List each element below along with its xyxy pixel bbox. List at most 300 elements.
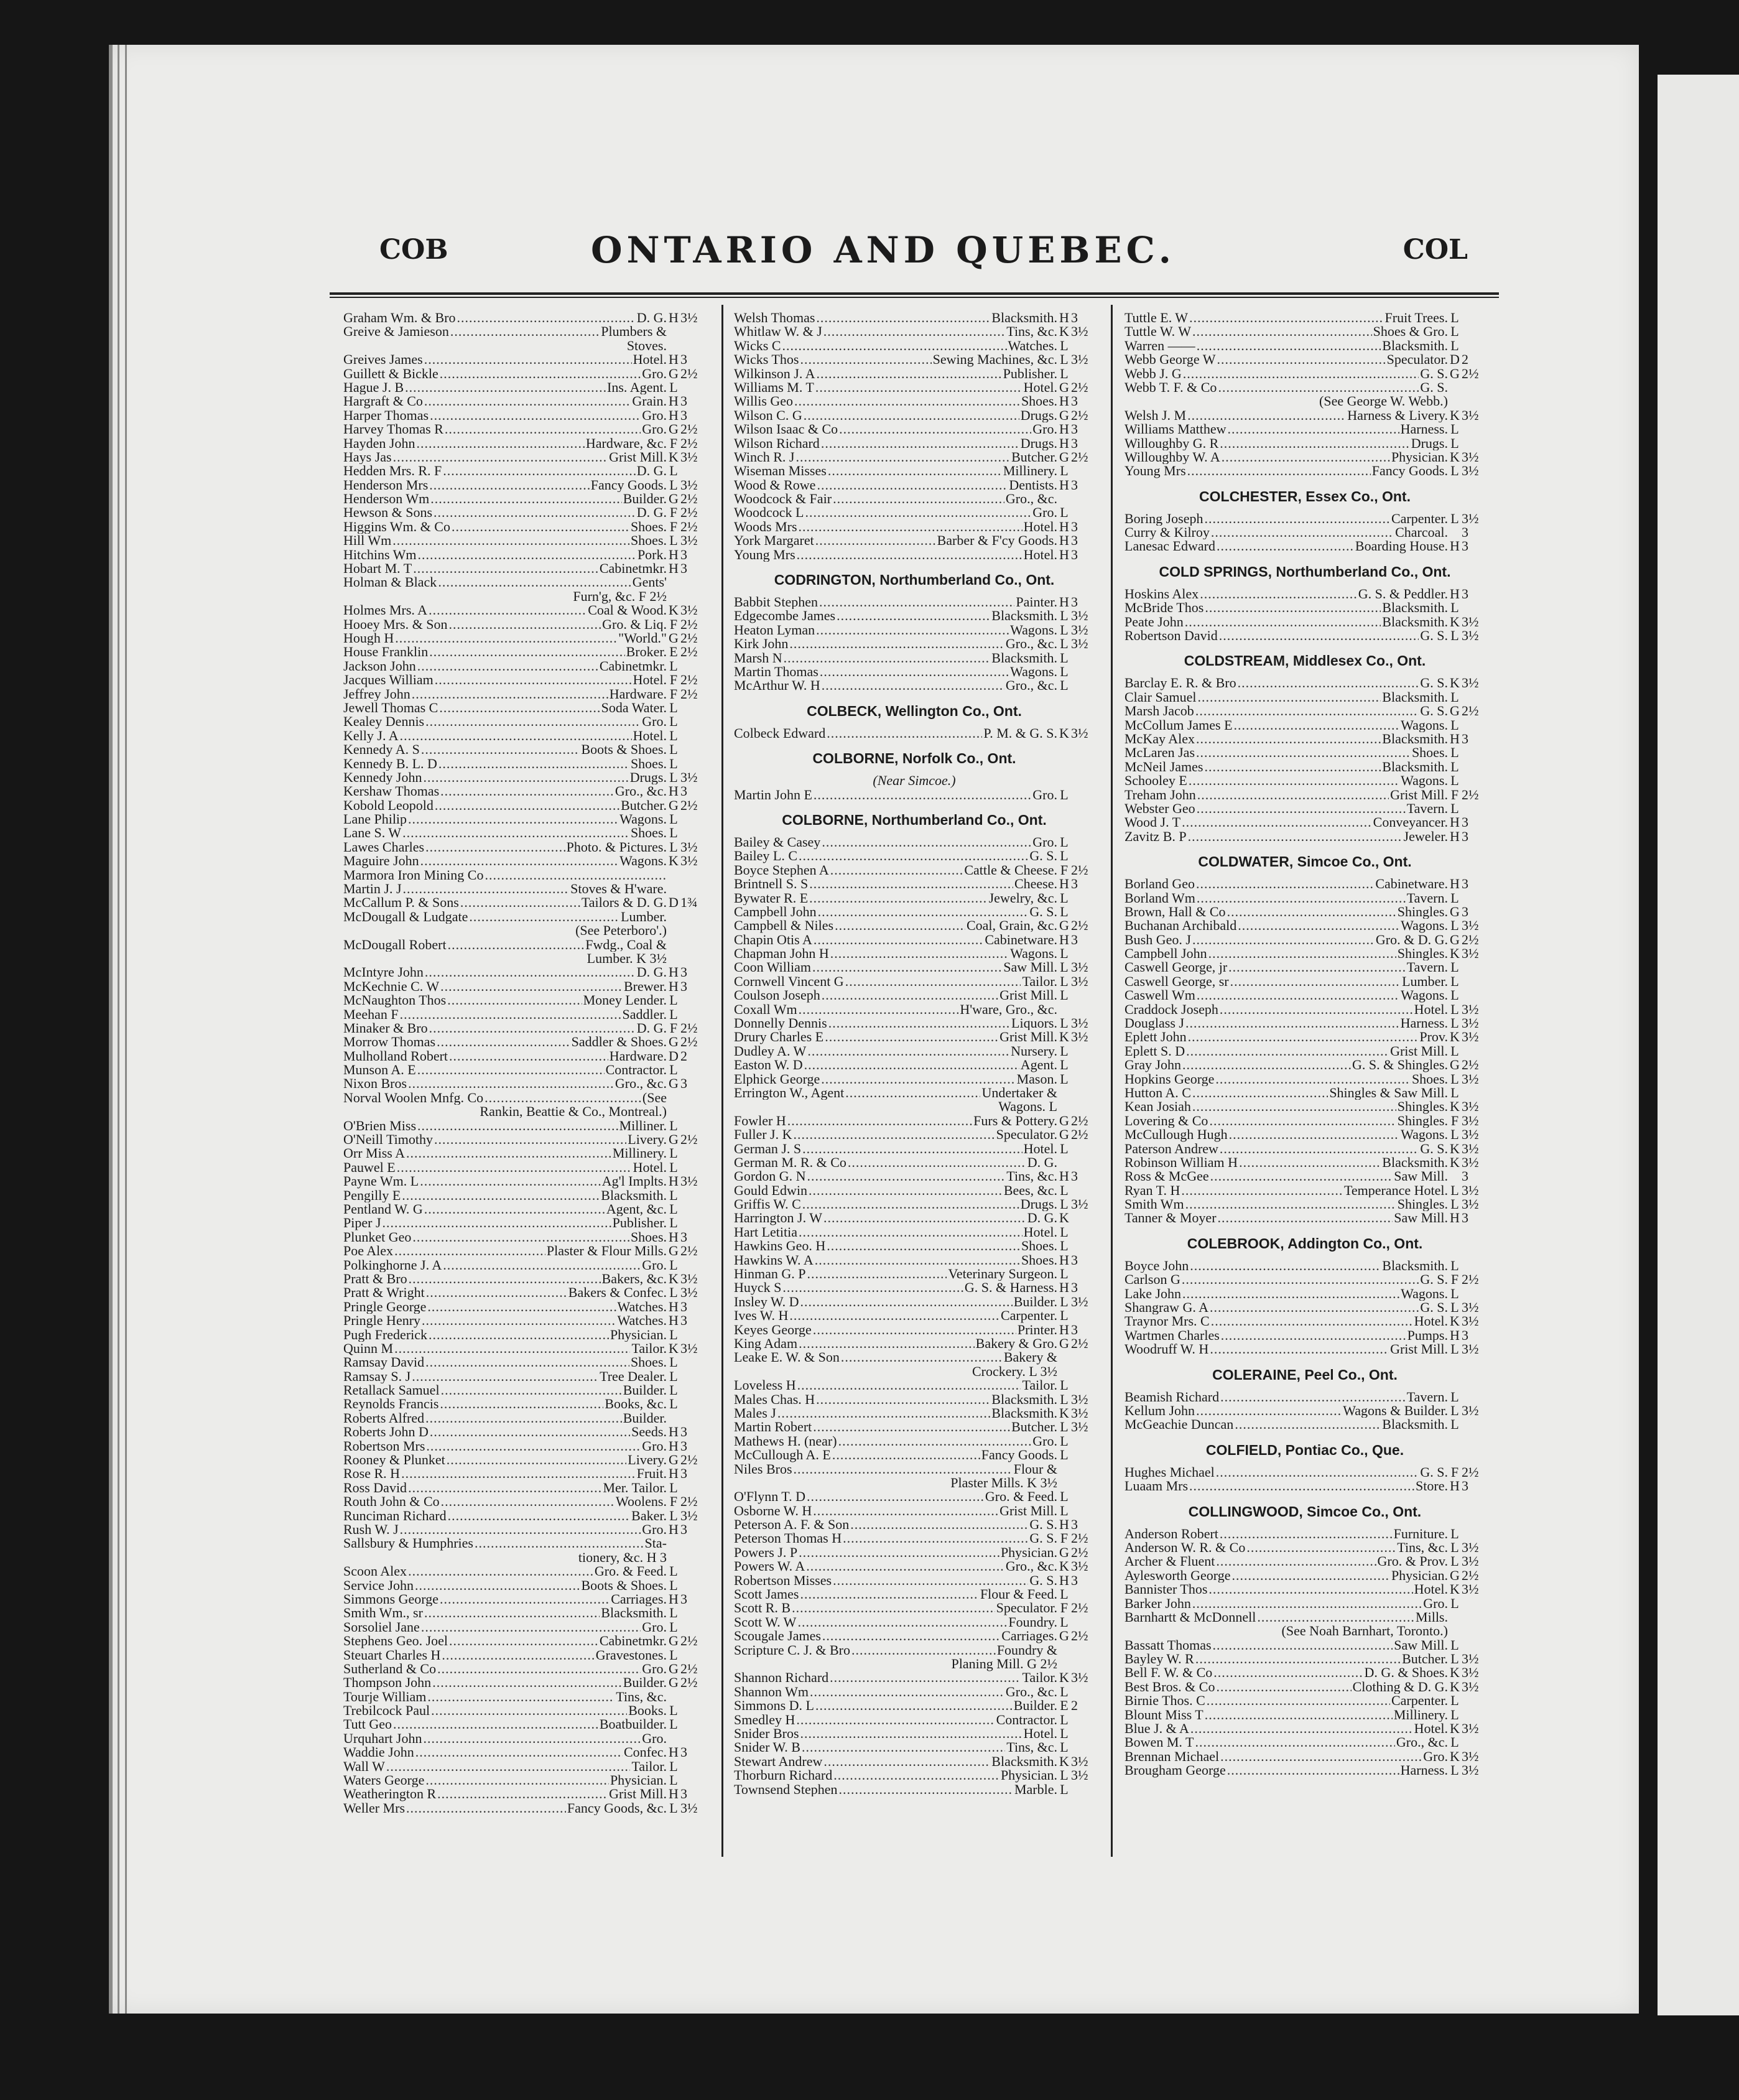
entry-continuation: Rankin, Beattie & Co., Montreal.) [480, 1103, 667, 1120]
entry-credit-rating: K [1450, 947, 1460, 961]
directory-entry [734, 1211, 1095, 1225]
entry-credit-rating: L [1450, 436, 1459, 450]
leader-dots [841, 1350, 1003, 1364]
entry-rating-number: 3 [1071, 877, 1078, 891]
directory-entry [1125, 1142, 1485, 1156]
entry-business: D. G. [636, 506, 667, 520]
leader-dots [830, 947, 1009, 960]
entry-business: Bakers, &c. [601, 1271, 667, 1286]
leader-dots [429, 603, 587, 617]
leader-dots [408, 1481, 601, 1495]
entry-rating-number [1462, 960, 1485, 974]
entry-business: Hotel. [1023, 547, 1057, 562]
entry-rating-number [680, 1063, 704, 1077]
entry-rating-number [1462, 1638, 1485, 1652]
entry-credit-rating [667, 910, 680, 924]
entry-business: Tree Dealer. [600, 1369, 667, 1384]
entry-name: Donnelly Dennis [734, 1016, 827, 1031]
entry-name: Weller Mrs [343, 1801, 406, 1816]
entry-credit-rating: L [1060, 1726, 1069, 1741]
directory-entry [1125, 1016, 1485, 1030]
entry-rating-number: 3½ [1071, 1671, 1088, 1685]
directory-entry [734, 947, 1095, 960]
entry-rating-number [680, 1606, 704, 1620]
leader-dots [1182, 1058, 1351, 1072]
directory-entry [734, 1448, 1095, 1462]
leader-dots [421, 1620, 641, 1634]
entry-business: Soda Water. [601, 700, 667, 715]
leader-dots [1186, 1044, 1389, 1058]
entry-name: Kean Josiah [1125, 1100, 1191, 1114]
entry-name: McCullough A. E [734, 1448, 831, 1462]
entry-business: Wagons. [619, 812, 667, 827]
leader-dots [437, 1035, 570, 1049]
entry-business: Blacksmith. [991, 651, 1057, 665]
entry-rating-number [1071, 367, 1095, 381]
entry-credit-rating: L [1450, 338, 1459, 353]
entry-rating-number: 3½ [680, 1286, 698, 1300]
entry-credit-rating: L [1060, 609, 1069, 623]
entry-rating-number: 2½ [1071, 450, 1088, 465]
entry-name: Runciman Richard [343, 1508, 447, 1523]
entry-name: Ross David [343, 1480, 407, 1495]
entry-business: Builder. [1013, 1294, 1057, 1309]
leader-dots [814, 933, 983, 947]
entry-rating-number: 3 [1071, 932, 1078, 947]
entry-rating-number: 3½ [1462, 464, 1479, 478]
entry-credit-rating: L [1060, 464, 1069, 478]
entry-credit-rating [1057, 1462, 1071, 1476]
directory-entry [734, 1128, 1095, 1141]
directory-entry [1125, 718, 1485, 732]
entry-credit-rating: K [1059, 1754, 1069, 1769]
leader-dots [401, 1467, 636, 1480]
entry-credit-rating: L [1450, 1694, 1459, 1708]
entry-name: Smedley H [734, 1712, 795, 1727]
entry-rating-number: 3½ [1071, 325, 1088, 339]
entry-name: Jewell Thomas C [343, 700, 438, 715]
entry-credit-rating: F [669, 436, 678, 450]
entry-rating-number: 3 [680, 784, 687, 799]
leader-dots [1219, 629, 1419, 643]
entry-name: Rush W. J [343, 1522, 399, 1537]
entry-rating-number: 3 [680, 1522, 687, 1537]
entry-business: Plaster & Flour Mills. [546, 1244, 667, 1258]
leader-dots [417, 659, 598, 673]
entry-credit-rating: H [1059, 534, 1069, 548]
entry-name: Ryan T. H [1125, 1183, 1180, 1198]
leader-dots [1208, 1582, 1412, 1596]
entry-name: Douglass J [1125, 1016, 1184, 1031]
entry-name: Weatherington R [343, 1787, 437, 1801]
entry-credit-rating: F [1450, 1113, 1459, 1128]
entry-business: Hotel. [633, 1160, 667, 1175]
entry-business: Shoes. [630, 756, 667, 771]
entry-name: Hoskins Alex [1125, 587, 1199, 602]
entry-credit-rating: L [669, 1801, 678, 1816]
entry-credit-rating: H [1059, 1573, 1069, 1588]
entry-name: Ramsay S. J [343, 1369, 411, 1384]
directory-entry [1125, 1086, 1485, 1100]
leader-dots [802, 1197, 1019, 1211]
entry-rating-number: 3 [1071, 394, 1078, 409]
entry-name: Chapman John H [734, 947, 829, 961]
entry-name: Bywater R. E [734, 891, 809, 905]
directory-entry [343, 771, 704, 784]
leader-dots [833, 492, 1004, 506]
entry-business: Tailor. [631, 1759, 667, 1774]
directory-entry [343, 1495, 704, 1508]
entry-business: Physician. [1391, 450, 1448, 465]
entry-name: Errington W., Agent [734, 1085, 845, 1100]
leader-dots [814, 788, 1031, 802]
entry-rating-number: 3½ [1462, 1652, 1479, 1666]
leader-dots [430, 1425, 630, 1439]
entry-continuation: Wagons. L [998, 1099, 1057, 1115]
entry-business: Shingles & Saw Mill. [1329, 1085, 1448, 1100]
entry-rating-number: 3½ [1462, 1342, 1479, 1357]
entry-name: Plunket Geo [343, 1230, 412, 1245]
leader-dots [828, 464, 1002, 478]
entry-name: Gould Edwin [734, 1183, 807, 1198]
entry-business: Watches. [617, 1314, 667, 1328]
leader-dots [1197, 339, 1381, 353]
directory-entry [734, 1295, 1095, 1309]
entry-business: Hotel. [1414, 1582, 1448, 1597]
entry-business: Jewelry, &c. [988, 891, 1057, 905]
directory-entry [343, 1202, 704, 1216]
entry-rating-number: 1¾ [680, 896, 698, 910]
entry-business: Carpenter. [1391, 1694, 1448, 1708]
directory-entry [343, 1760, 704, 1773]
entry-name: Maguire John [343, 854, 419, 868]
entry-continuation: Planing Mill. G 2½ [951, 1655, 1057, 1671]
entry-credit-rating: L [1450, 325, 1459, 339]
entry-name: McCullough Hugh [1125, 1128, 1228, 1142]
entry-name: Munson A. E [343, 1063, 416, 1077]
entry-business: Contractor. [996, 1712, 1057, 1727]
entry-name: Buchanan Archibald [1125, 919, 1237, 933]
entry-credit-rating: L [1450, 746, 1459, 760]
entry-name: Scoon Alex [343, 1564, 407, 1579]
entry-credit-rating: L [1060, 1392, 1069, 1406]
leader-dots [438, 575, 631, 589]
entry-business: Hotel. [633, 353, 667, 367]
leader-dots [475, 1536, 644, 1550]
directory-entry [1125, 1044, 1485, 1058]
entry-business: Tins, &c. [616, 1689, 667, 1704]
leader-dots [426, 1439, 641, 1453]
entry-name: Orr Miss A [343, 1146, 406, 1161]
entry-rating-number: 2½ [680, 519, 698, 534]
entry-credit-rating: L [1060, 974, 1069, 989]
entry-name: Harrington J. W [734, 1211, 822, 1225]
directory-entry [343, 1119, 704, 1133]
entry-business: Shingles. [1397, 1100, 1448, 1114]
entry-business: Carriages. [1001, 1629, 1057, 1643]
leader-dots [1189, 311, 1383, 325]
entry-rating-number: 2½ [1071, 1113, 1088, 1128]
leader-dots [794, 394, 1020, 408]
entry-credit-rating: L [1450, 464, 1459, 478]
entry-credit-rating: L [1060, 1587, 1069, 1602]
directory-entry [343, 715, 704, 728]
entry-credit-rating: L [1450, 1183, 1459, 1198]
leader-dots [816, 623, 1009, 637]
entry-rating-number [1071, 464, 1095, 478]
directory-entry [343, 1189, 704, 1202]
entry-name: Henderson Wm [343, 492, 430, 506]
header-left-guide: COB [379, 234, 448, 266]
entry-business: Wagons. [1010, 664, 1057, 679]
entry-business: Barber & F'cy Goods. [937, 534, 1057, 548]
leader-dots [1216, 1554, 1376, 1568]
entry-rating-number: 3 [1462, 877, 1468, 891]
leader-dots [1208, 947, 1396, 960]
entry-rating-number: 3 [680, 1299, 687, 1314]
entry-name: Poe Alex [343, 1244, 394, 1258]
entry-rating-number [680, 1189, 704, 1202]
directory-entry [343, 1049, 704, 1063]
directory-entry [343, 1383, 704, 1397]
entry-credit-rating: K [1059, 1559, 1069, 1574]
directory-entry [1125, 1156, 1485, 1169]
directory-entry [343, 1174, 704, 1188]
directory-entry [343, 1063, 704, 1077]
entry-rating-number: 2½ [1071, 1545, 1088, 1560]
directory-entry [1125, 1582, 1485, 1596]
directory-entry [734, 464, 1095, 478]
entry-credit-rating: K [1450, 1314, 1460, 1329]
leader-dots [423, 771, 628, 784]
entry-rating-number: 3½ [680, 1341, 698, 1356]
directory-entry [1125, 732, 1485, 746]
column-divider [721, 305, 723, 1857]
directory-entry [1125, 1694, 1485, 1707]
entry-name: McKay Alex [1125, 732, 1195, 746]
entry-credit-rating: L [1060, 338, 1069, 353]
directory-entry [343, 1314, 704, 1327]
entry-name: Wall W [343, 1759, 385, 1774]
entry-business: Boots & Shoes. [581, 1578, 667, 1592]
entry-credit-rating: K [669, 1341, 679, 1356]
entry-business: G. S. & Harness. [964, 1281, 1057, 1295]
entry-name: Tanner & Moyer [1125, 1211, 1217, 1225]
entry-name: York Margaret [734, 534, 814, 548]
entry-business: Grist Mill. [999, 1030, 1057, 1044]
entry-rating-number [1071, 1490, 1095, 1503]
entry-business: Prov. [1419, 1030, 1448, 1044]
directory-entry [1125, 1128, 1485, 1141]
directory-entry [734, 960, 1095, 974]
entry-name: Barnhartt & McDonnell [1125, 1610, 1256, 1625]
entry-business: G. S. [1029, 1531, 1057, 1546]
directory-entry [734, 478, 1095, 492]
entry-business: Harness. [1400, 1016, 1448, 1031]
entry-business: Tailors & D. G. [581, 896, 667, 910]
entry-credit-rating: L [1450, 1554, 1459, 1569]
directory-entry [343, 645, 704, 659]
entry-rating-number: 3½ [1462, 1183, 1479, 1198]
entry-rating-number: 3 [1462, 526, 1468, 540]
directory-entry [734, 1114, 1095, 1128]
leader-dots [816, 1393, 990, 1406]
directory-entry [734, 1420, 1095, 1434]
entry-rating-number: 3½ [1071, 609, 1088, 623]
entry-rating-number [680, 1704, 704, 1717]
entry-name: Nixon Bros [343, 1077, 407, 1091]
entry-rating-number: 3 [1071, 311, 1078, 325]
leader-dots [1200, 587, 1357, 601]
entry-rating-number: 3 [1071, 422, 1078, 437]
entry-credit-rating: L [669, 1383, 678, 1398]
entry-business: Bakery & [1003, 1350, 1057, 1365]
entry-business: G. S. [1029, 904, 1057, 919]
entry-rating-number: 3½ [1071, 960, 1088, 975]
entry-credit-rating: L [1060, 1309, 1069, 1323]
entry-name: Willoughby G. R [1125, 436, 1219, 450]
leader-dots [819, 595, 1014, 609]
directory-entry [734, 409, 1095, 422]
entry-credit-rating: L [669, 380, 678, 395]
directory-entry [1125, 1418, 1485, 1431]
leader-dots [1195, 1652, 1401, 1666]
leader-dots [415, 1745, 623, 1759]
entry-rating-number [1071, 1003, 1095, 1016]
entry-name: Scott R. B [734, 1601, 791, 1615]
directory-entry [1125, 1404, 1485, 1418]
entry-name: Osborne W. H [734, 1503, 812, 1518]
entry-name: McNeil James [1125, 760, 1203, 774]
entry-name: Gordon G. N [734, 1169, 806, 1184]
entry-business: D. G. [636, 965, 667, 980]
entry-credit-rating: H [669, 1174, 679, 1189]
entry-name: Schooley E [1125, 774, 1187, 788]
entry-name: Heaton Lyman [734, 623, 815, 638]
entry-business: Shoes. [630, 1230, 667, 1245]
entry-business: Builder. [1013, 1699, 1057, 1713]
entry-credit-rating: L [1060, 651, 1069, 665]
entry-rating-number: 3½ [1462, 1197, 1479, 1212]
leader-dots [799, 1003, 959, 1016]
leader-dots [817, 367, 1002, 381]
leader-dots [1195, 704, 1419, 718]
entry-business: Gro. [1032, 506, 1057, 520]
directory-entry [343, 1411, 704, 1425]
leader-dots [1205, 601, 1381, 615]
directory-entry [734, 1504, 1095, 1518]
leader-dots [405, 381, 606, 394]
leader-dots [799, 520, 1023, 534]
leader-dots [412, 1370, 598, 1383]
entry-rating-number [1071, 1727, 1095, 1740]
entry-credit-rating: H [669, 979, 679, 994]
entry-rating-number: 3½ [1462, 1301, 1479, 1315]
leader-dots [469, 910, 619, 924]
entry-rating-number [1462, 1086, 1485, 1100]
entry-name: Graham Wm. & Bro [343, 311, 456, 325]
entry-credit-rating: K [1450, 676, 1460, 690]
entry-business: Butcher. [621, 798, 667, 813]
directory-entry [1125, 601, 1485, 615]
leader-dots [1227, 905, 1396, 919]
entry-name: McDougall & Ludgate [343, 909, 468, 924]
entry-name: Leake E. W. & Son [734, 1350, 840, 1365]
directory-entry [343, 1564, 704, 1578]
entry-name: Hinman G. P [734, 1267, 806, 1281]
entry-rating-number: 2½ [1071, 863, 1088, 878]
leader-dots [1182, 1273, 1419, 1286]
entry-name: Fuller J. K [734, 1128, 792, 1142]
entry-name: Coxall Wm [734, 1002, 797, 1017]
entry-rating-number [1071, 1448, 1095, 1462]
entry-business: Shingles. [1397, 1197, 1448, 1212]
entry-name: Hays Jas [343, 450, 392, 465]
entry-credit-rating: L [1450, 1526, 1459, 1541]
directory-entry [734, 1574, 1095, 1587]
leader-dots [434, 506, 636, 519]
entry-name: Zavitz B. P [1125, 829, 1187, 844]
directory-entry [1125, 1479, 1485, 1493]
entry-business: Hotel. [1023, 1141, 1057, 1156]
directory-entry [343, 980, 704, 993]
page-header [379, 229, 1468, 279]
entry-continuation: (See Peterboro'.) [575, 922, 667, 939]
header-right-guide: COL [1403, 234, 1468, 266]
entry-credit-rating: L [1060, 1058, 1069, 1072]
entry-rating-number [1071, 1350, 1095, 1364]
leader-dots [424, 1202, 605, 1216]
directory-entry [343, 1328, 704, 1342]
directory-entry [343, 1370, 704, 1383]
entry-business: G. S. [1420, 704, 1448, 718]
entry-business: Gro. [642, 1439, 667, 1454]
directory-entry [1125, 1211, 1485, 1225]
entry-business: Tins, &c. [1006, 1169, 1057, 1184]
entry-rating-number: 2½ [1462, 932, 1479, 947]
entry-credit-rating: H [669, 562, 679, 576]
entry-name: Pentland W. G [343, 1202, 423, 1217]
entry-business: Wagons. [1401, 1128, 1448, 1142]
entry-credit-rating [667, 882, 680, 896]
leader-dots [1238, 919, 1399, 932]
entry-rating-number: 2½ [680, 645, 698, 659]
leader-dots [1234, 718, 1400, 732]
entry-name: Boring Joseph [1125, 511, 1203, 526]
leader-dots [394, 1244, 545, 1258]
entry-business: Hotel. [1414, 1722, 1448, 1736]
directory-entry [343, 1230, 704, 1244]
entry-business: Books. [628, 1704, 667, 1718]
entry-name: Robertson Misses [734, 1573, 832, 1588]
entry-rating-number: 3½ [1071, 1559, 1088, 1574]
leader-dots [822, 679, 1004, 692]
directory-entry [1125, 353, 1485, 366]
entry-rating-number: 3½ [680, 1174, 698, 1189]
leader-dots [797, 1615, 1007, 1629]
entry-rating-number: 3 [680, 353, 687, 367]
entry-name: Bayley W. R [1125, 1652, 1194, 1666]
entry-rating-number: 2½ [680, 798, 698, 813]
entry-credit-rating: L [669, 1160, 678, 1175]
entry-rating-number: 2½ [680, 631, 698, 646]
entry-rating-number: 3½ [1071, 1030, 1088, 1044]
directory-entry [734, 1462, 1095, 1476]
entry-credit-rating: K [1450, 615, 1460, 630]
entry-name: Carlson G [1125, 1273, 1180, 1287]
entry-rating-number [680, 1216, 704, 1230]
entry-name: Snider Bros [734, 1726, 799, 1741]
